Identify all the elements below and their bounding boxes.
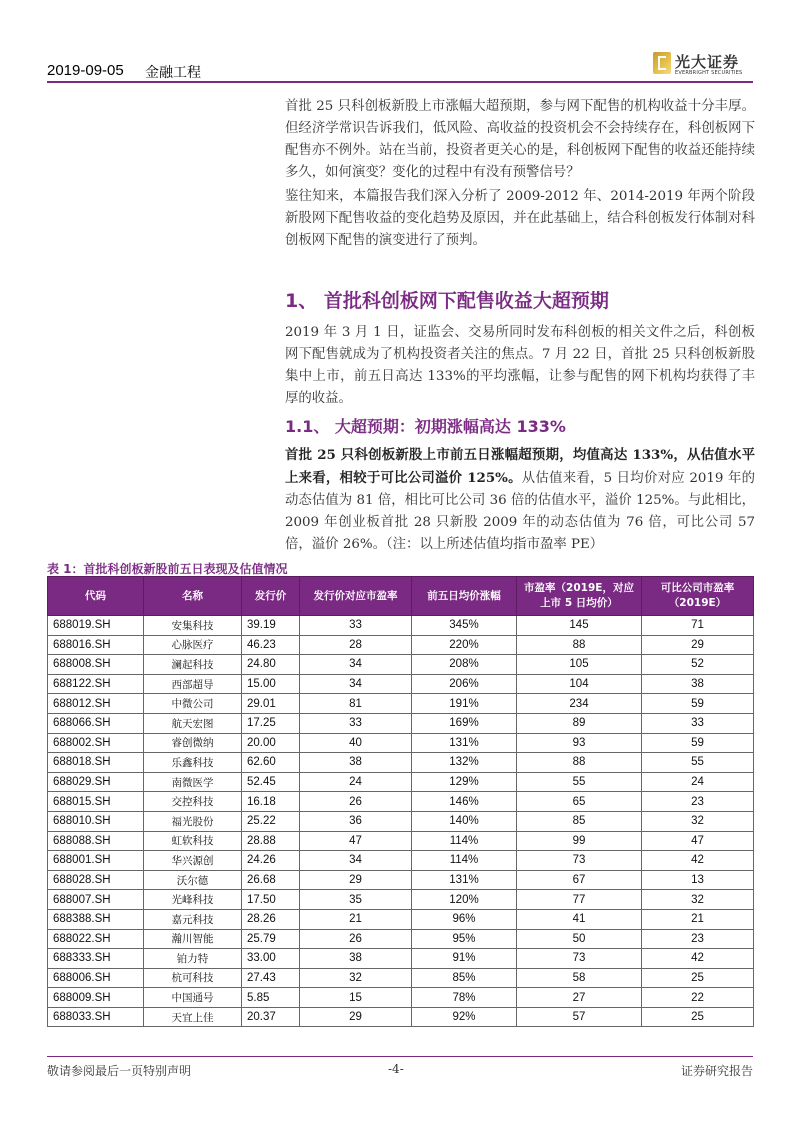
cell-name: 西部超导 — [144, 674, 242, 694]
cell-pe-2019e: 41 — [517, 909, 642, 929]
cell-5day-gain: 169% — [412, 713, 517, 733]
cell-pe-2019e: 85 — [517, 811, 642, 831]
table-header-row — [48, 577, 754, 616]
cell-issue-pe: 21 — [300, 909, 412, 929]
cell-5day-gain: 146% — [412, 792, 517, 812]
cell-5day-gain: 131% — [412, 733, 517, 753]
table-row — [48, 694, 754, 714]
cell-comparable-pe: 25 — [642, 1007, 754, 1027]
logo-en-text: EVERBRIGHT SECURITIES — [675, 70, 743, 76]
cell-pe-2019e: 88 — [517, 753, 642, 773]
cell-5day-gain: 78% — [412, 988, 517, 1008]
cell-5day-gain: 191% — [412, 694, 517, 714]
cell-issue-pe: 29 — [300, 870, 412, 890]
cell-comparable-pe: 33 — [642, 713, 754, 733]
cell-comparable-pe: 13 — [642, 870, 754, 890]
table-row — [48, 929, 754, 949]
logo-cn-text: 光大证券 — [675, 53, 740, 71]
cell-issue-pe: 26 — [300, 929, 412, 949]
cell-issue-price: 20.00 — [242, 733, 300, 753]
cell-issue-pe: 32 — [300, 968, 412, 988]
cell-comparable-pe: 23 — [642, 792, 754, 812]
cell-5day-gain: 220% — [412, 635, 517, 655]
cell-issue-pe: 38 — [300, 949, 412, 969]
col-header-5day-gain: 前五日均价涨幅 — [412, 577, 517, 616]
cell-pe-2019e: 99 — [517, 831, 642, 851]
cell-code: 688028.SH — [48, 870, 144, 890]
cell-code: 688033.SH — [48, 1007, 144, 1027]
section-1-1-lead: 首批 25 只科创板新股上市前五日涨幅超预期，均值高达 133%，从估值水平上来看，相较于可比公司溢价 125%。 — [285, 447, 755, 486]
cell-comparable-pe: 38 — [642, 674, 754, 694]
cell-issue-pe: 26 — [300, 792, 412, 812]
report-date: 2019-09-05 — [47, 62, 124, 79]
table-row — [48, 831, 754, 851]
cell-5day-gain: 114% — [412, 831, 517, 851]
cell-name: 南微医学 — [144, 772, 242, 792]
table-row — [48, 674, 754, 694]
section-1-1-heading: 1.1、 大超预期：初期涨幅高达 133% — [285, 417, 566, 436]
cell-issue-price: 39.19 — [242, 616, 300, 636]
cell-name: 澜起科技 — [144, 655, 242, 675]
cell-code: 688018.SH — [48, 753, 144, 773]
page-header — [47, 50, 753, 80]
col-header-issue-pe: 发行价对应市盈率 — [300, 577, 412, 616]
cell-pe-2019e: 50 — [517, 929, 642, 949]
cell-comparable-pe: 47 — [642, 831, 754, 851]
cell-pe-2019e: 234 — [517, 694, 642, 714]
cell-code: 688008.SH — [48, 655, 144, 675]
cell-issue-pe: 29 — [300, 1007, 412, 1027]
cell-code: 688012.SH — [48, 694, 144, 714]
cell-comparable-pe: 25 — [642, 968, 754, 988]
cell-5day-gain: 85% — [412, 968, 517, 988]
table-row — [48, 655, 754, 675]
cell-issue-price: 24.80 — [242, 655, 300, 675]
cell-name: 铂力特 — [144, 949, 242, 969]
table-row — [48, 811, 754, 831]
cell-comparable-pe: 32 — [642, 811, 754, 831]
cell-code: 688122.SH — [48, 674, 144, 694]
table-row — [48, 988, 754, 1008]
cell-issue-price: 17.25 — [242, 713, 300, 733]
cell-name: 虹软科技 — [144, 831, 242, 851]
header-divider — [47, 81, 753, 83]
cell-code: 688088.SH — [48, 831, 144, 851]
table-row — [48, 909, 754, 929]
cell-pe-2019e: 57 — [517, 1007, 642, 1027]
cell-5day-gain: 91% — [412, 949, 517, 969]
cell-code: 688007.SH — [48, 890, 144, 910]
cell-issue-price: 17.50 — [242, 890, 300, 910]
table-row — [48, 792, 754, 812]
cell-5day-gain: 345% — [412, 616, 517, 636]
cell-issue-pe: 47 — [300, 831, 412, 851]
cell-name: 安集科技 — [144, 616, 242, 636]
cell-issue-price: 20.37 — [242, 1007, 300, 1027]
cell-name: 嘉元科技 — [144, 909, 242, 929]
col-header-code: 代码 — [48, 577, 144, 616]
table-row — [48, 968, 754, 988]
cell-comparable-pe: 21 — [642, 909, 754, 929]
cell-name: 福光股份 — [144, 811, 242, 831]
cell-5day-gain: 206% — [412, 674, 517, 694]
table-row — [48, 1007, 754, 1027]
table-row — [48, 713, 754, 733]
cell-pe-2019e: 55 — [517, 772, 642, 792]
cell-name: 中国通号 — [144, 988, 242, 1008]
cell-pe-2019e: 73 — [517, 851, 642, 871]
cell-code: 688333.SH — [48, 949, 144, 969]
logo-mark-icon — [653, 52, 671, 74]
cell-issue-pe: 33 — [300, 713, 412, 733]
section-1-paragraph: 2019 年 3 月 1 日，证监会、交易所同时发布科创板的相关文件之后，科创板网下配售就成为了机构投资者关注的焦点。7 月 22 日，首批 25 只科创板新股集中上市，前五日高达 133%的平均涨幅，让参与配售的网下机构均获得了丰厚的收益。 — [285, 325, 755, 406]
cell-comparable-pe: 24 — [642, 772, 754, 792]
cell-name: 睿创微纳 — [144, 733, 242, 753]
col-header-pe-2019e: 市盈率（2019E，对应上市 5 日均价） — [517, 577, 642, 616]
table-row — [48, 890, 754, 910]
cell-issue-pe: 34 — [300, 674, 412, 694]
section-1-1-paragraph — [285, 444, 755, 556]
footer-divider — [47, 1056, 753, 1057]
cell-5day-gain: 129% — [412, 772, 517, 792]
cell-name: 交控科技 — [144, 792, 242, 812]
cell-name: 天宜上佳 — [144, 1007, 242, 1027]
cell-5day-gain: 114% — [412, 851, 517, 871]
cell-issue-price: 46.23 — [242, 635, 300, 655]
table-row — [48, 635, 754, 655]
cell-pe-2019e: 27 — [517, 988, 642, 1008]
table-row — [48, 753, 754, 773]
cell-issue-price: 62.60 — [242, 753, 300, 773]
cell-issue-pe: 38 — [300, 753, 412, 773]
cell-issue-pe: 81 — [300, 694, 412, 714]
cell-name: 航天宏图 — [144, 713, 242, 733]
col-header-comparable-pe: 可比公司市盈率（2019E） — [642, 577, 754, 616]
cell-pe-2019e: 65 — [517, 792, 642, 812]
cell-code: 688019.SH — [48, 616, 144, 636]
cell-code: 688001.SH — [48, 851, 144, 871]
cell-issue-pe: 33 — [300, 616, 412, 636]
table-row — [48, 616, 754, 636]
intro-paragraph-2: 鉴往知来，本篇报告我们深入分析了 2009-2012 年、2014-2019 年两个阶段新股网下配售收益的变化趋势及原因，并在此基础上，结合科创板发行体制对科创板网下配售的演变进行了预判。 — [285, 189, 755, 248]
cell-pe-2019e: 73 — [517, 949, 642, 969]
cell-code: 688015.SH — [48, 792, 144, 812]
cell-pe-2019e: 93 — [517, 733, 642, 753]
cell-issue-pe: 40 — [300, 733, 412, 753]
intro-paragraph-1: 首批 25 只科创板新股上市涨幅大超预期，参与网下配售的机构收益十分丰厚。但经济学常识告诉我们，低风险、高收益的投资机会不会持续存在，科创板网下配售亦不例外。站在当前，投资者更关心的是，科创板网下配售的收益还能持续多久，如何演变？变化的过程中有没有预警信号？ — [285, 99, 755, 180]
cell-pe-2019e: 104 — [517, 674, 642, 694]
cell-comparable-pe: 59 — [642, 733, 754, 753]
cell-name: 乐鑫科技 — [144, 753, 242, 773]
cell-issue-pe: 24 — [300, 772, 412, 792]
page-number: -4- — [388, 1062, 404, 1076]
cell-5day-gain: 208% — [412, 655, 517, 675]
cell-code: 688006.SH — [48, 968, 144, 988]
cell-issue-price: 28.88 — [242, 831, 300, 851]
footer-report-type: 证券研究报告 — [680, 1064, 753, 1078]
section-1-1-rest: 从估值来看，5 日均价对应 2019 年的动态估值为 81 倍，相比可比公司 36 倍的估值水平，溢价 125%。与此相比，2009 年创业板首批 28 只新股 2009 年的动态估值为 76 倍，可比公司 57 倍，溢价 26%。（注：以上所述估值均指市盈率 PE） — [285, 471, 755, 552]
cell-issue-price: 5.85 — [242, 988, 300, 1008]
cell-comparable-pe: 42 — [642, 851, 754, 871]
cell-code: 688029.SH — [48, 772, 144, 792]
table-row — [48, 949, 754, 969]
report-category: 金融工程 — [145, 65, 201, 81]
cell-name: 中微公司 — [144, 694, 242, 714]
cell-comparable-pe: 22 — [642, 988, 754, 1008]
cell-name: 瀚川智能 — [144, 929, 242, 949]
cell-name: 杭可科技 — [144, 968, 242, 988]
cell-pe-2019e: 105 — [517, 655, 642, 675]
cell-code: 688388.SH — [48, 909, 144, 929]
table-row — [48, 733, 754, 753]
everbright-logo — [653, 50, 753, 78]
col-header-name: 名称 — [144, 577, 242, 616]
cell-5day-gain: 131% — [412, 870, 517, 890]
cell-comparable-pe: 52 — [642, 655, 754, 675]
cell-issue-price: 28.26 — [242, 909, 300, 929]
cell-name: 华兴源创 — [144, 851, 242, 871]
cell-name: 心脉医疗 — [144, 635, 242, 655]
cell-pe-2019e: 145 — [517, 616, 642, 636]
cell-name: 光峰科技 — [144, 890, 242, 910]
cell-5day-gain: 120% — [412, 890, 517, 910]
cell-pe-2019e: 67 — [517, 870, 642, 890]
cell-issue-price: 29.01 — [242, 694, 300, 714]
cell-pe-2019e: 88 — [517, 635, 642, 655]
cell-issue-price: 25.79 — [242, 929, 300, 949]
cell-issue-pe: 36 — [300, 811, 412, 831]
table-row — [48, 851, 754, 871]
cell-5day-gain: 96% — [412, 909, 517, 929]
cell-code: 688016.SH — [48, 635, 144, 655]
table-title: 表 1：首批科创板新股前五日表现及估值情况 — [47, 562, 288, 576]
cell-pe-2019e: 58 — [517, 968, 642, 988]
cell-code: 688009.SH — [48, 988, 144, 1008]
table-row — [48, 870, 754, 890]
cell-pe-2019e: 89 — [517, 713, 642, 733]
cell-comparable-pe: 59 — [642, 694, 754, 714]
cell-pe-2019e: 77 — [517, 890, 642, 910]
cell-comparable-pe: 42 — [642, 949, 754, 969]
cell-5day-gain: 140% — [412, 811, 517, 831]
cell-5day-gain: 132% — [412, 753, 517, 773]
cell-issue-pe: 34 — [300, 851, 412, 871]
cell-issue-price: 24.26 — [242, 851, 300, 871]
cell-comparable-pe: 23 — [642, 929, 754, 949]
cell-5day-gain: 92% — [412, 1007, 517, 1027]
cell-issue-price: 27.43 — [242, 968, 300, 988]
table-row — [48, 772, 754, 792]
cell-code: 688022.SH — [48, 929, 144, 949]
footer-disclaimer: 敬请参阅最后一页特别声明 — [47, 1064, 192, 1078]
cell-issue-pe: 28 — [300, 635, 412, 655]
cell-issue-pe: 15 — [300, 988, 412, 1008]
col-header-issue-price: 发行价 — [242, 577, 300, 616]
cell-issue-price: 52.45 — [242, 772, 300, 792]
cell-name: 沃尔德 — [144, 870, 242, 890]
cell-issue-pe: 35 — [300, 890, 412, 910]
section-1-heading: 1、 首批科创板网下配售收益大超预期 — [285, 290, 609, 312]
cell-issue-price: 16.18 — [242, 792, 300, 812]
cell-issue-price: 26.68 — [242, 870, 300, 890]
cell-issue-price: 15.00 — [242, 674, 300, 694]
cell-comparable-pe: 71 — [642, 616, 754, 636]
ipo-performance-table — [47, 576, 754, 1027]
cell-comparable-pe: 29 — [642, 635, 754, 655]
cell-comparable-pe: 55 — [642, 753, 754, 773]
cell-code: 688066.SH — [48, 713, 144, 733]
cell-issue-price: 33.00 — [242, 949, 300, 969]
cell-code: 688010.SH — [48, 811, 144, 831]
cell-issue-price: 25.22 — [242, 811, 300, 831]
cell-comparable-pe: 32 — [642, 890, 754, 910]
cell-5day-gain: 95% — [412, 929, 517, 949]
cell-issue-pe: 34 — [300, 655, 412, 675]
cell-code: 688002.SH — [48, 733, 144, 753]
